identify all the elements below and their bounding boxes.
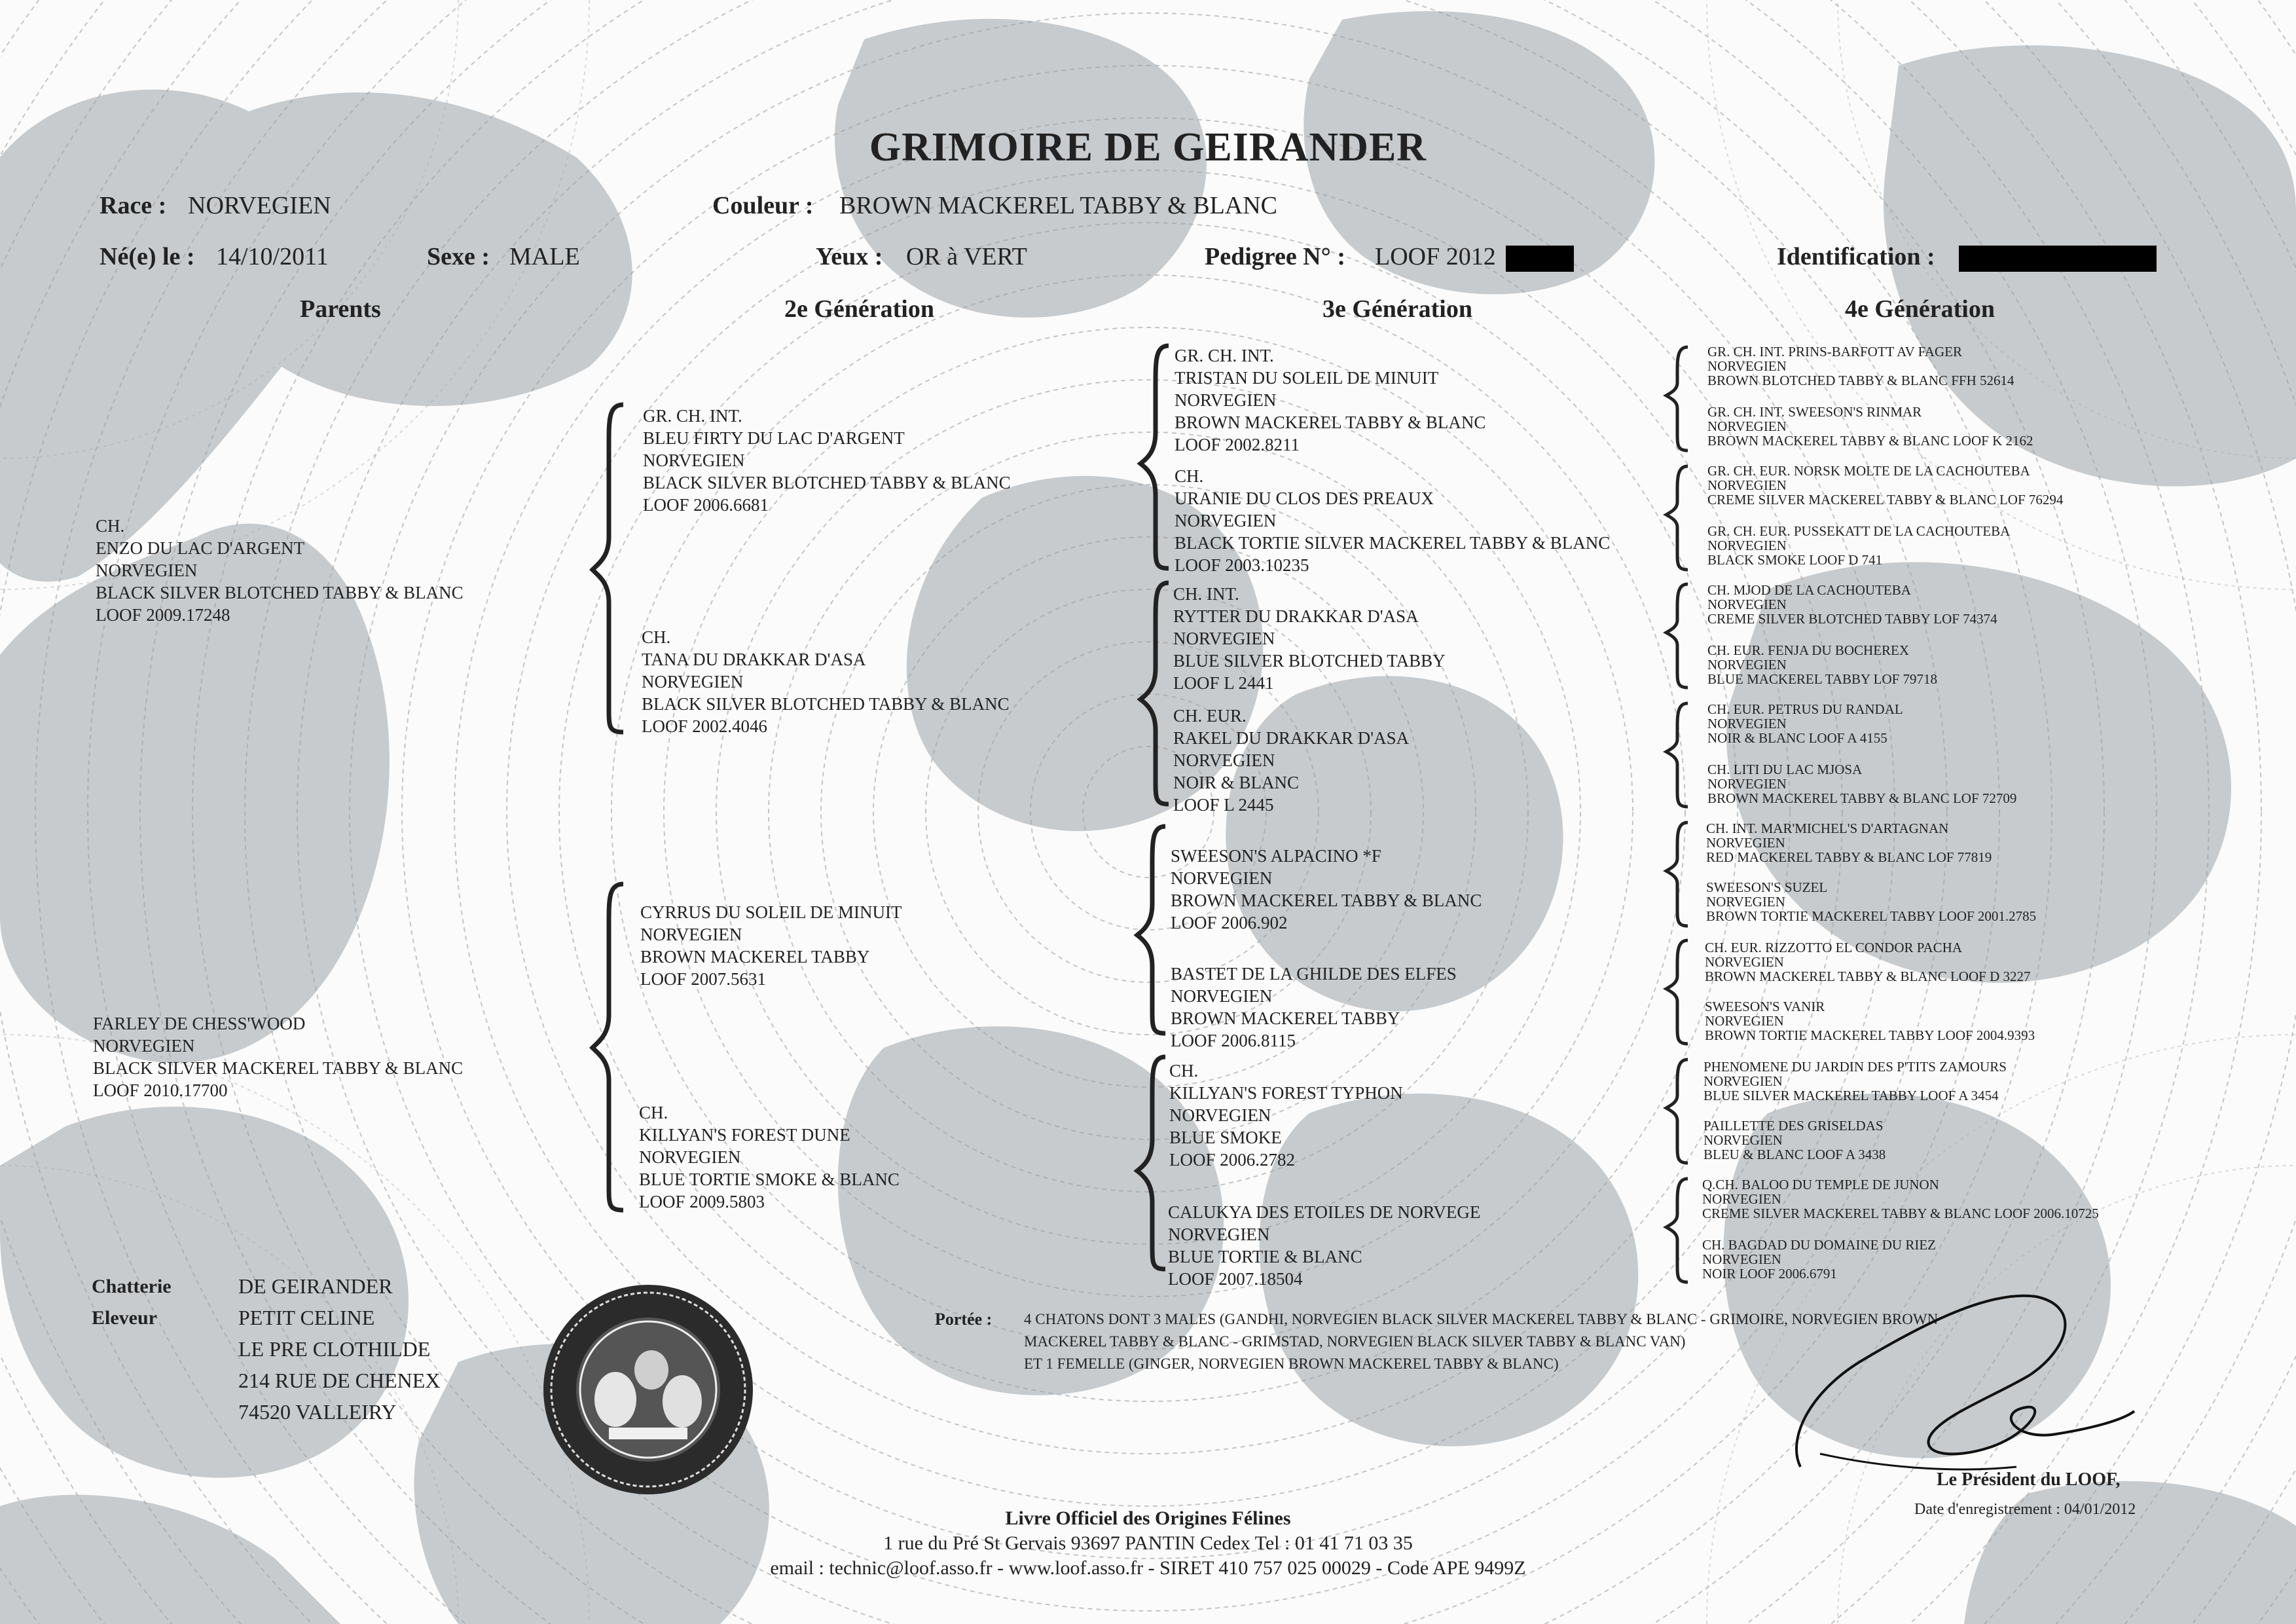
gen4-ancestor: GR. CH. EUR. PUSSEKATT DE LA CACHOUTEBA NORVEGIEN BLACK SMOKE LOOF D 741 [1707,523,2011,568]
address-line: 74520 VALLEIRY [238,1400,397,1424]
gen3-ancestor: CALUKYA DES ETOILES DE NORVEGE NORVEGIEN BLUE TORTIE & BLANC LOOF 2007.18504 [1168,1202,1481,1289]
gen4-ancestor: CH. EUR. RIZZOTTO EL CONDOR PACHA NORVEGIEN BROWN MACKEREL TABBY & BLANC LOOF D 3227 [1705,940,2031,984]
footer-contact: email : technic@loof.asso.fr - www.loof.asso.fr - SIRET 410 757 025 00029 - Code APE 9499Z [770,1557,1526,1579]
gen4-ancestor: CH. INT. MAR'MICHEL'S D'ARTAGNAN NORVEGIEN RED MACKEREL TABBY & BLANC LOF 77819 [1706,821,1992,865]
yeux-value: OR à VERT [906,243,1027,270]
eleveur-label: Eleveur [92,1307,157,1329]
gen4-ancestor: GR. CH. EUR. NORSK MOLTE DE LA CACHOUTEBA NORVEGIEN CREME SILVER MACKEREL TABBY & BLANC LOF 76294 [1707,463,2064,507]
gen4-ancestor: SWEESON'S SUZEL NORVEGIEN BROWN TORTIE MACKEREL TABBY LOOF 2001.2785 [1706,879,2037,924]
gen3-ancestor: BASTET DE LA GHILDE DES ELFES NORVEGIEN BROWN MACKEREL TABBY LOOF 2006.8115 [1171,964,1457,1050]
identification-label: Identification : [1777,243,1935,270]
portee-text: 4 CHATONS DONT 3 MALES (GANDHI, NORVEGIEN BLACK SILVER MACKEREL TABBY & BLANC - GRIMOIRE, NORVEGIEN BROWN MACKEREL TABBY & BLANC - GRIMSTAD, NORVEGIEN BLACK SILVER TABBY & BLANC VAN) ET 1 FEMELLE (GINGER, NORVEGIEN BROWN MACKEREL TABBY & BLANC) [1024,1311,1939,1372]
couleur-value: BROWN MACKEREL TABBY & BLANC [839,192,1278,219]
gen4-ancestor: CH. BAGDAD DU DOMAINE DU RIEZ NORVEGIEN NOIR LOOF 2006.6791 [1702,1237,1936,1282]
sexe-label: Sexe : [427,243,490,270]
pedigree-label: Pedigree N° : [1205,243,1345,270]
header-gen4: 4e Génération [1845,295,1995,323]
pedigree-value: LOOF 2012 [1375,243,1496,270]
president-label: Le Président du LOOF, [1937,1469,2121,1490]
gen3-ancestor: SWEESON'S ALPACINO *F NORVEGIEN BROWN MACKEREL TABBY & BLANC LOOF 2006.902 [1171,846,1482,932]
sexe-value: MALE [509,243,580,270]
president-signature [1781,1270,2147,1493]
portee-label: Portée : [935,1310,993,1329]
page-title: GRIMOIRE DE GEIRANDER [869,125,1427,170]
gen3-ancestor: CH. EUR. RAKEL DU DRAKKAR D'ASA NORVEGIEN NOIR & BLANC LOOF L 2445 [1173,706,1410,815]
gen4-ancestor: PAILLETTE DES GRISELDAS NORVEGIEN BLEU & BLANC LOOF A 3438 [1704,1118,1886,1162]
parent-sire: CH. ENZO DU LAC D'ARGENT NORVEGIEN BLACK SILVER BLOTCHED TABBY & BLANC LOOF 2009.17248 [96,516,464,625]
loof-seal [537,1278,759,1501]
gen4-ancestor: CH. EUR. FENJA DU BOCHEREX NORVEGIEN BLUE MACKEREL TABBY LOF 79718 [1707,642,1938,687]
race-value: NORVEGIEN [188,192,331,219]
gen4-ancestor: CH. MJOD DE LA CACHOUTEBA NORVEGIEN CREME SILVER BLOTCHED TABBY LOF 74374 [1707,582,1997,627]
address-line: 214 RUE DE CHENEX [238,1369,441,1392]
gen3-ancestor: CH. INT. RYTTER DU DRAKKAR D'ASA NORVEGIEN BLUE SILVER BLOTCHED TABBY LOOF L 2441 [1173,584,1446,693]
gen4-ancestor: Q.CH. BALOO DU TEMPLE DE JUNON NORVEGIEN CREME SILVER MACKEREL TABBY & BLANC LOOF 2006.10725 [1702,1177,2099,1221]
birth-value: 14/10/2011 [216,243,329,270]
gen2-ancestor: CYRRUS DU SOLEIL DE MINUIT NORVEGIEN BROWN MACKEREL TABBY LOOF 2007.5631 [640,902,902,989]
yeux-label: Yeux : [816,243,883,270]
gen2-ancestor: CH. KILLYAN'S FOREST DUNE NORVEGIEN BLUE TORTIE SMOKE & BLANC LOOF 2009.5803 [639,1103,900,1211]
gen3-ancestor: CH. URANIE DU CLOS DES PREAUX NORVEGIEN BLACK TORTIE SILVER MACKEREL TABBY & BLANC LOOF 2003.10235 [1175,466,1611,575]
birth-label: Né(e) le : [100,243,195,270]
gen4-ancestor: PHENOMENE DU JARDIN DES P'TITS ZAMOURS NORVEGIEN BLUE SILVER MACKEREL TABBY LOOF A 3454 [1704,1059,2007,1103]
chatterie-label: Chatterie [92,1276,172,1297]
header-gen3: 3e Génération [1322,295,1473,323]
chatterie-value: DE GEIRANDER [238,1274,393,1298]
gen2-ancestor: GR. CH. INT. BLEU FIRTY DU LAC D'ARGENT NORVEGIEN BLACK SILVER BLOTCHED TABBY & BLANC LOOF 2006.6681 [643,406,1011,515]
gen2-ancestor: CH. TANA DU DRAKKAR D'ASA NORVEGIEN BLACK SILVER BLOTCHED TABBY & BLANC LOOF 2002.4046 [642,627,1010,736]
gen4-ancestor: CH. EUR. PETRUS DU RANDAL NORVEGIEN NOIR & BLANC LOOF A 4155 [1707,701,1903,746]
footer-address: 1 rue du Pré St Gervais 93697 PANTIN Cedex Tel : 01 41 71 03 35 [883,1532,1413,1554]
gen3-ancestor: GR. CH. INT. TRISTAN DU SOLEIL DE MINUIT NORVEGIEN BROWN MACKEREL TABBY & BLANC LOOF 2002.8211 [1175,346,1486,454]
header-gen2: 2e Génération [784,295,935,323]
footer-org: Livre Officiel des Origines Félines [1005,1507,1291,1529]
race-label: Race : [100,192,167,219]
gen3-ancestor: CH. KILLYAN'S FOREST TYPHON NORVEGIEN BLUE SMOKE LOOF 2006.2782 [1169,1061,1403,1170]
gen4-ancestor: SWEESON'S VANIR NORVEGIEN BROWN TORTIE MACKEREL TABBY LOOF 2004.9393 [1705,999,2035,1043]
address-line: LE PRE CLOTHILDE [238,1337,431,1361]
header-parents: Parents [300,295,381,323]
parent-dam: FARLEY DE CHESS'WOOD NORVEGIEN BLACK SILVER MACKEREL TABBY & BLANC LOOF 2010.17700 [93,1014,464,1100]
registration-date: Date d'enregistrement : 04/01/2012 [1914,1501,2136,1518]
gen4-ancestor: GR. CH. INT. PRINS-BARFOTT AV FAGER NORVEGIEN BROWN BLOTCHED TABBY & BLANC FFH 52614 [1707,344,2014,388]
eleveur-value: PETIT CELINE [238,1306,375,1329]
gen4-ancestor: CH. LITI DU LAC MJOSA NORVEGIEN BROWN MACKEREL TABBY & BLANC LOF 72709 [1707,762,2017,806]
couleur-label: Couleur : [712,192,814,219]
gen4-ancestor: GR. CH. INT. SWEESON'S RINMAR NORVEGIEN BROWN MACKEREL TABBY & BLANC LOOF K 2162 [1707,404,2033,449]
